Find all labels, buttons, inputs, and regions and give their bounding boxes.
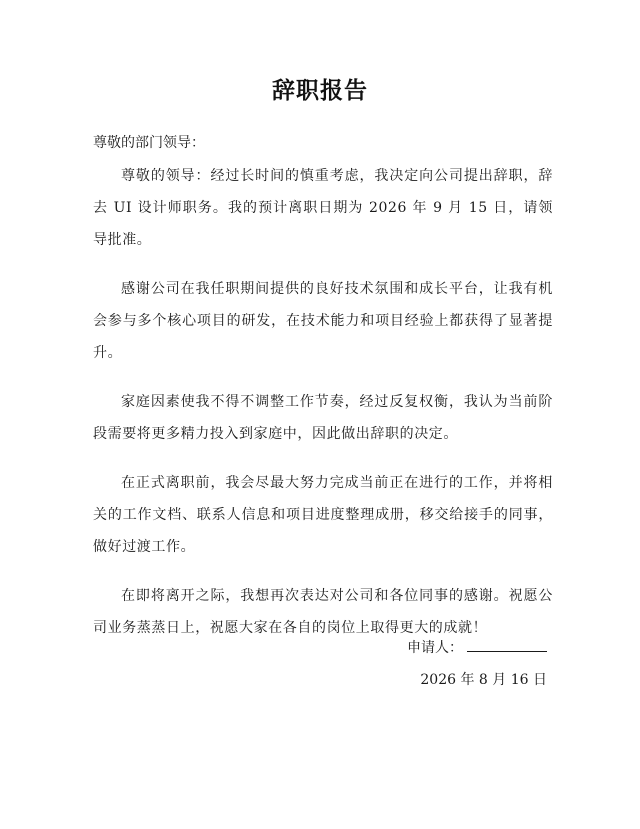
- paragraph: 感谢公司在我任职期间提供的良好技术氛围和成长平台，让我有机会参与多个核心项目的研发，在技术能力和项目经验上都获得了显著提升。: [93, 281, 553, 361]
- signature-block: [407, 632, 547, 664]
- paragraph: 家庭因素使我不得不调整工作节奏，经过反复权衡，我认为当前阶段需要将更多精力投入到家庭中，因此做出辞职的决定。: [93, 394, 553, 442]
- letter-body: [93, 160, 553, 661]
- paragraph: 尊敬的领导：经过长时间的慎重考虑，我决定向公司提出辞职，辞去 UI 设计师职务。我的预计离职日期为 2026 年 9 月 15 日，请领导批准。: [93, 168, 553, 248]
- paragraph: 在正式离职前，我会尽最大努力完成当前正在进行的工作，并将相关的工作文档、联系人信息和项目进度整理成册，移交给接手的同事，做好过渡工作。: [93, 475, 553, 555]
- document-title: 辞职报告: [272, 78, 368, 104]
- document-date: 2026 年 8 月 16 日: [420, 672, 547, 688]
- salutation: 尊敬的部门领导：: [93, 135, 205, 151]
- signature-label: 申请人：: [407, 640, 463, 656]
- paragraph: 在即将离开之际，我想再次表达对公司和各位同事的感谢。祝愿公司业务蒸蒸日上，祝愿大家在各自的岗位上取得更大的成就！: [93, 588, 553, 636]
- signature-line: [467, 637, 547, 652]
